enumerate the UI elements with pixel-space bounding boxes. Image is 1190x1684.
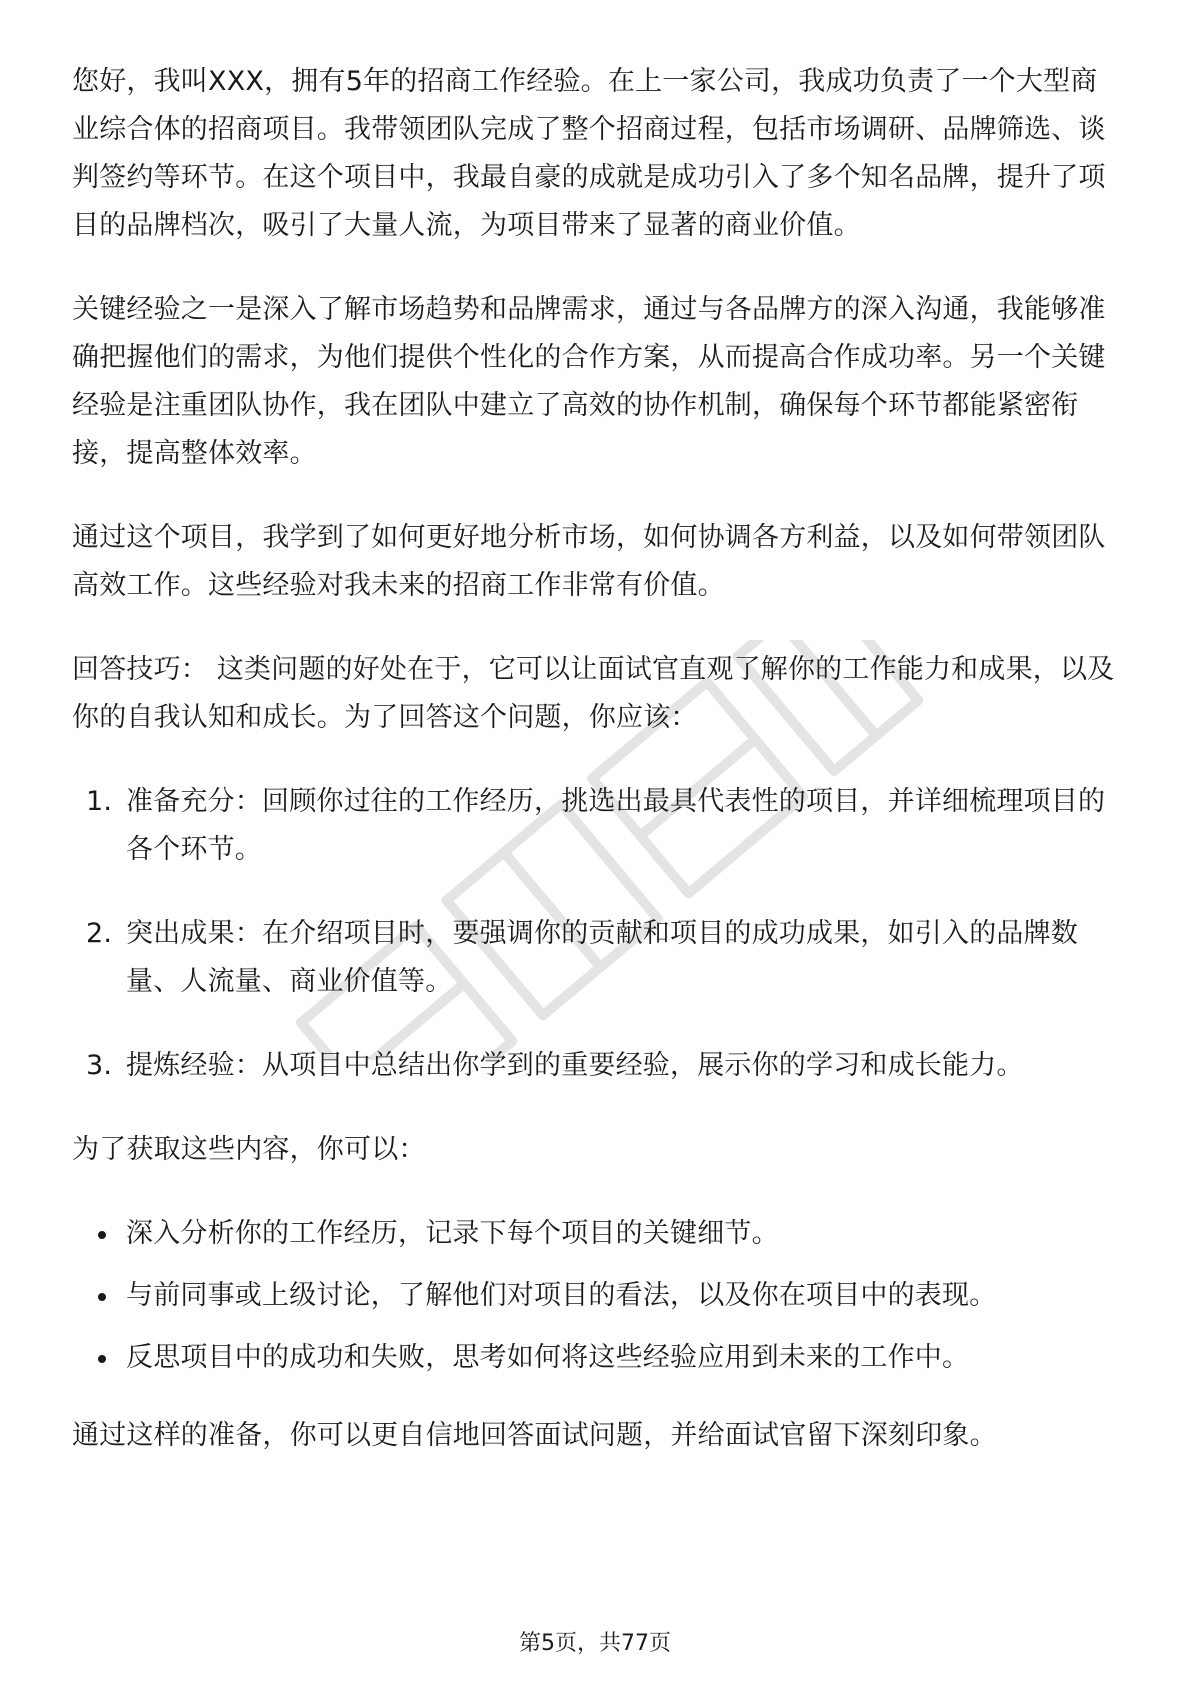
tips-ordered-list (72, 778, 1118, 1090)
page-number-footer: 第5页，共77页 (519, 1631, 671, 1656)
list-number: 2. (86, 918, 113, 949)
answer-tips-paragraph: 回答技巧： 这类问题的好处在于，它可以让面试官直观了解你的工作能力和成果，以及你的自我认知和成长。为了回答这个问题，你应该： (72, 654, 1115, 733)
learning-paragraph: 通过这个项目，我学到了如何更好地分析市场，如何协调各方利益，以及如何带领团队高效工作。这些经验对我未来的招商工作非常有价值。 (72, 522, 1106, 601)
key-experience-paragraph: 关键经验之一是深入了解市场趋势和品牌需求，通过与各品牌方的深入沟通，我能够准确把握他们的需求，为他们提供个性化的合作方案，从而提高合作成功率。另一个关键经验是注重团队协作，我在团队中建立了高效的协作机制，确保每个环节都能紧密衔接，提高整体效率。 (72, 294, 1106, 469)
list-item (72, 910, 1118, 1006)
list-item-text: 反思项目中的成功和失败，思考如何将这些经验应用到未来的工作中。 (126, 1342, 970, 1373)
list-number: 1. (86, 786, 113, 817)
list-item (72, 1334, 1118, 1382)
list-item (72, 1272, 1118, 1320)
bullet-icon (98, 1355, 106, 1363)
list-item-text: 突出成果：在介绍项目时，要强调你的贡献和项目的成功成果，如引入的品牌数量、人流量、商业价值等。 (126, 918, 1078, 997)
list-item (72, 1210, 1118, 1258)
intro-paragraph: 您好，我叫XXX，拥有5年的招商工作经验。在上一家公司，我成功负责了一个大型商业综合体的招商项目。我带领团队完成了整个招商过程，包括市场调研、品牌筛选、谈判签约等环节。在这个项目中，我最自豪的成就是成功引入了多个知名品牌，提升了项目的品牌档次，吸引了大量人流，为项目带来了显著的商业价值。 (72, 66, 1106, 241)
main-content (72, 58, 1118, 1496)
list-item-text: 准备充分：回顾你过往的工作经历，挑选出最具代表性的项目，并详细梳理项目的各个环节。 (126, 786, 1106, 865)
closing-paragraph: 通过这样的准备，你可以更自信地回答面试问题，并给面试官留下深刻印象。 (72, 1420, 997, 1451)
list-number: 3. (86, 1050, 113, 1081)
list-item (72, 778, 1118, 874)
list-item-text: 与前同事或上级讨论，了解他们对项目的看法，以及你在项目中的表现。 (126, 1280, 997, 1311)
bullet-icon (98, 1293, 106, 1301)
actions-bullet-list (72, 1210, 1118, 1382)
how-to-paragraph: 为了获取这些内容，你可以： (72, 1134, 426, 1165)
list-item-text: 深入分析你的工作经历，记录下每个项目的关键细节。 (126, 1218, 779, 1249)
list-item (72, 1042, 1118, 1090)
list-item-text: 提炼经验：从项目中总结出你学到的重要经验，展示你的学习和成长能力。 (126, 1050, 1024, 1081)
bullet-icon (98, 1231, 106, 1239)
